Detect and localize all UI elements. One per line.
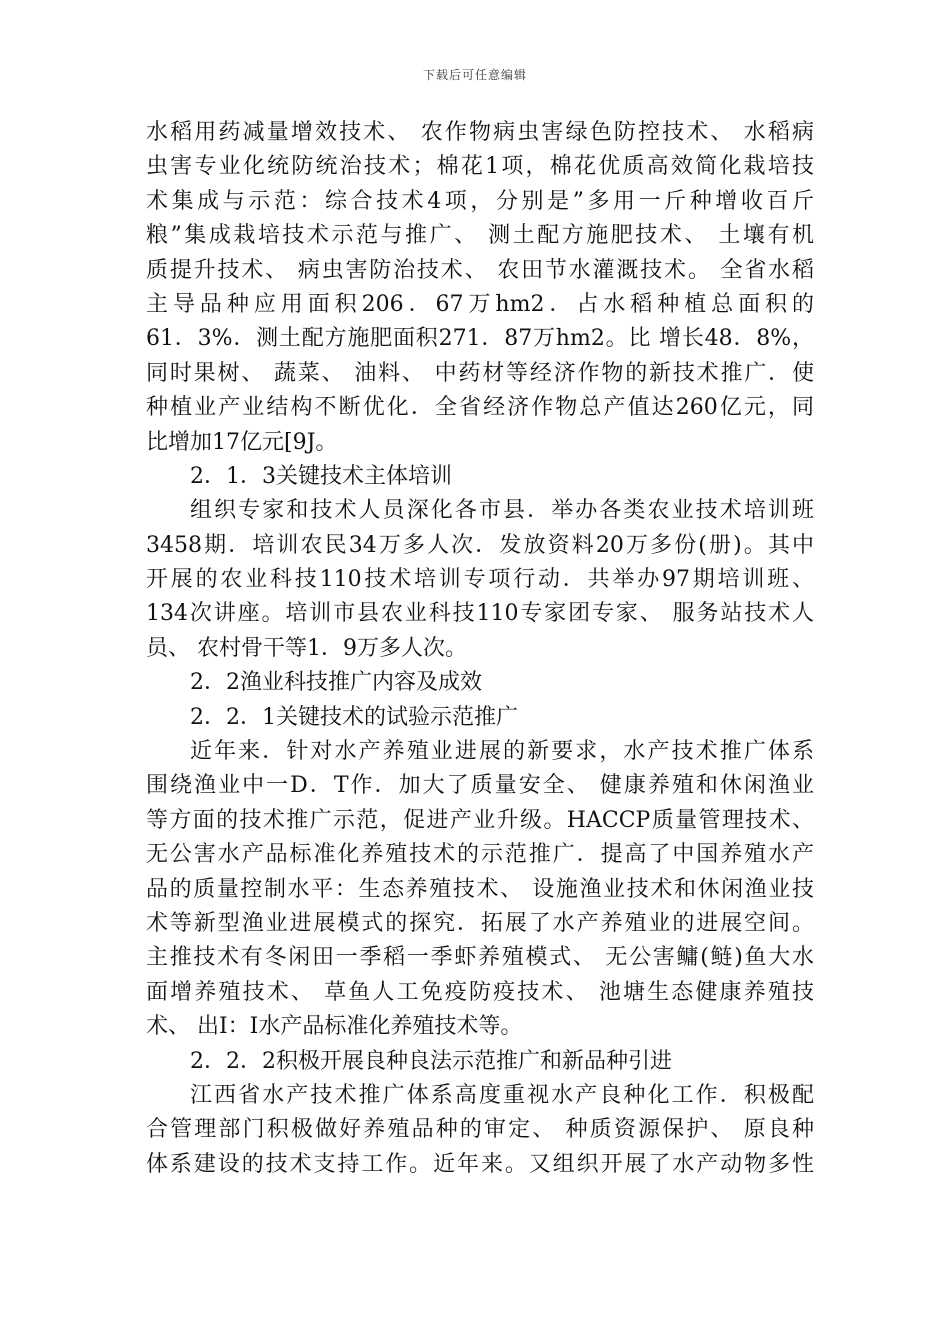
text-line: 同时果树、 蔬菜、 油料、 中药材等经济作物的新技术推广．使	[146, 360, 814, 386]
text-line: 近年来．针对水产养殖业进展的新要求，水产技术推广体系	[190, 739, 814, 765]
text-line: 主导品种应用面积206．67万hm2．占水稻种植总面积的	[146, 291, 814, 317]
text-line: 种植业产业结构不断优化．全省经济作物总产值达260亿元，同	[146, 395, 814, 421]
text-line: 术等新型渔业进展模式的探究．拓展了水产养殖业的进展空间。	[146, 910, 814, 936]
text-line: 围绕渔业中一D．T作．加大了质量安全、 健康养殖和休闲渔业	[146, 773, 814, 799]
text-line: 2．1．3关键技术主体培训	[190, 463, 452, 489]
text-line: 主推技术有冬闲田一季稻一季虾养殖模式、 无公害鳙(鲢)鱼大水	[146, 945, 814, 971]
text-line: 3458期．培训农民34万多人次．发放资料20万多份(册)。其中	[146, 532, 814, 558]
text-line: 2．2．1关键技术的试验示范推广	[190, 704, 518, 730]
text-line: 粮”集成栽培技术示范与推广、 测土配方施肥技术、 土壤有机	[146, 223, 814, 249]
text-line: 江西省水产技术推广体系高度重视水产良种化工作．积极配	[190, 1082, 814, 1108]
text-line: 术、 出I：I水产品标准化养殖技术等。	[146, 1014, 523, 1040]
text-line: 2．2渔业科技推广内容及成效	[190, 670, 482, 696]
text-line: 2．2．2积极开展良种良法示范推广和新品种引进	[190, 1048, 672, 1074]
text-line: 134次讲座。培训市县农业科技110专家团专家、 服务站技术人	[146, 601, 814, 627]
text-line: 质提升技术、 病虫害防治技术、 农田节水灌溉技术。 全省水稻	[146, 257, 814, 283]
text-line: 比增加17亿元[9J。	[146, 429, 338, 455]
text-line: 开展的农业科技110技术培训专项行动．共举办97期培训班、	[146, 567, 814, 593]
text-line: 合管理部门积极做好养殖品种的审定、 种质资源保护、 原良种	[146, 1117, 814, 1143]
text-line: 员、 农村骨干等1．9万多人次。	[146, 635, 467, 661]
text-line: 无公害水产品标准化养殖技术的示范推广．提高了中国养殖水产	[146, 842, 814, 868]
text-line: 术集成与示范：综合技术4项，分别是”多用一斤种增收百斤	[146, 188, 814, 214]
text-line: 虫害专业化统防统治技术；棉花1项，棉花优质高效简化栽培技	[146, 154, 814, 180]
text-line: 体系建设的技术支持工作。近年来。又组织开展了水产动物多性	[146, 1151, 814, 1177]
page-header-note: 下载后可任意编辑	[422, 68, 527, 82]
text-line: 61．3%．测土配方施肥面积271．87万hm2。比 增长48．8%，	[146, 326, 814, 352]
text-line: 品的质量控制水平：生态养殖技术、 设施渔业技术和休闲渔业技	[146, 876, 814, 902]
text-line: 面增养殖技术、 草鱼人工免疫防疫技术、 池塘生态健康养殖技	[146, 979, 814, 1005]
document-body	[146, 116, 814, 1182]
text-line: 组织专家和技术人员深化各市县．举办各类农业技术培训班	[190, 498, 814, 524]
text-line: 水稻用药减量增效技术、 农作物病虫害绿色防控技术、 水稻病	[146, 120, 814, 145]
text-line: 等方面的技术推广示范，促进产业升级。HACCP质量管理技术、	[146, 807, 814, 833]
